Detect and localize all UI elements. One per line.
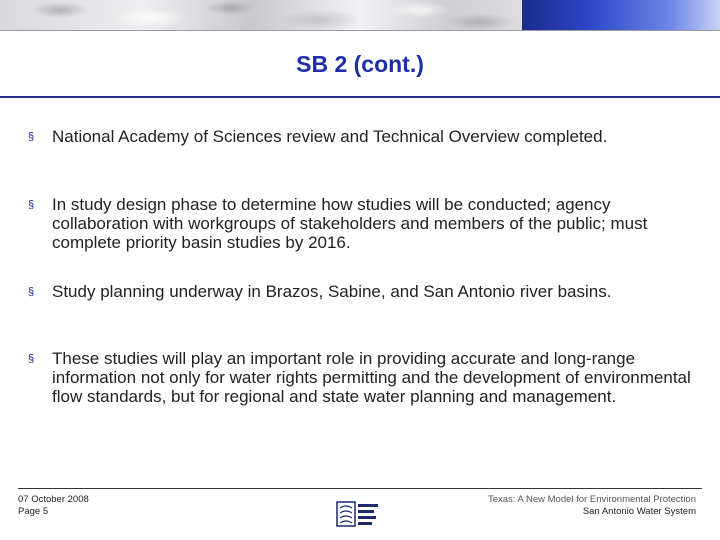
bullet-text: National Academy of Sciences review and Technical Overview completed.: [52, 127, 608, 146]
bullet-text: These studies will play an important role in providing accurate and long-range information not only for water rights permitting and the development of environmental flow standards, but for regional and state water planning and management.: [52, 349, 691, 406]
footer-left: [18, 494, 89, 518]
bullet-text: In study design phase to determine how studies will be conducted; agency collaboration with workgroups of stakeholders and members of the public; must complete priority basin studies by 2016.: [52, 195, 648, 252]
bullet-marker: §: [28, 286, 35, 298]
header-banner: [0, 0, 720, 30]
footer-divider: [18, 488, 702, 489]
bullet-marker: §: [28, 131, 35, 143]
saws-logo-icon: [336, 500, 382, 528]
title-divider: [0, 96, 720, 98]
footer-date: 07 October 2008: [18, 494, 89, 505]
bullet-text: Study planning underway in Brazos, Sabine, and San Antonio river basins.: [52, 282, 612, 301]
header-banner-blue-block: [522, 0, 720, 30]
slide-title: SB 2 (cont.): [296, 51, 424, 77]
bullet-marker: §: [28, 353, 35, 365]
footer-page-number: Page 5: [18, 506, 49, 517]
footer-organization: San Antonio Water System: [582, 506, 696, 517]
banner-divider: [0, 30, 720, 31]
footer-tagline: Texas: A New Model for Environmental Protection: [487, 494, 696, 505]
footer-right: [488, 494, 696, 518]
bullet-marker: §: [28, 199, 35, 211]
header-banner-texture: [0, 0, 520, 30]
